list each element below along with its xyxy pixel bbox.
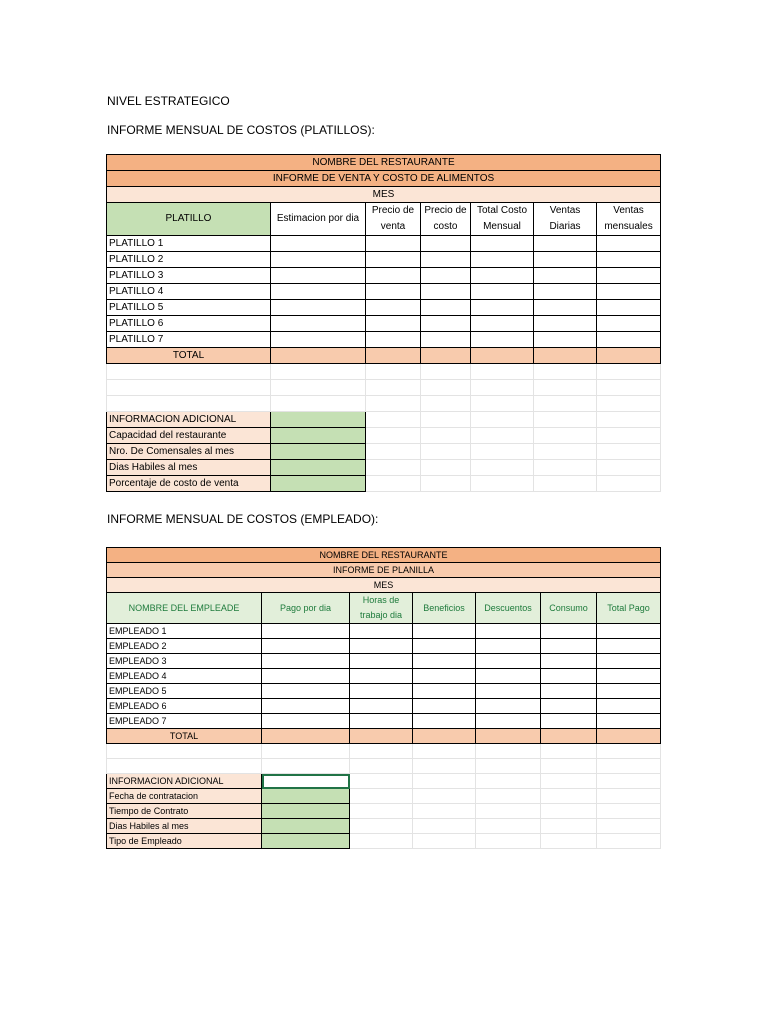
total-label[interactable]: TOTAL	[107, 729, 262, 744]
col-header-consumo[interactable]: Consumo	[541, 593, 597, 624]
row-label[interactable]: EMPLEADO 2	[107, 639, 262, 654]
table-row	[107, 624, 661, 639]
table-row	[107, 669, 661, 684]
section2-heading: INFORME MENSUAL DE COSTOS (EMPLEADO):	[107, 512, 379, 526]
col-header-horas[interactable]: Horas de trabajo dia	[350, 593, 413, 624]
col-header-total-costo[interactable]: Total Costo Mensual	[471, 203, 534, 236]
row-label[interactable]: EMPLEADO 5	[107, 684, 262, 699]
info-label[interactable]: Nro. De Comensales al mes	[107, 444, 271, 460]
empleado-table	[106, 547, 661, 849]
info-title[interactable]: INFORMACION ADICIONAL	[107, 412, 271, 428]
table-row	[107, 316, 661, 332]
info-value[interactable]	[262, 819, 350, 834]
info-value[interactable]	[271, 412, 366, 428]
row-label[interactable]: PLATILLO 3	[107, 268, 271, 284]
info-label[interactable]: Capacidad del restaurante	[107, 428, 271, 444]
month-cell[interactable]: MES	[107, 187, 661, 203]
total-label[interactable]: TOTAL	[107, 348, 271, 364]
restaurant-name-cell[interactable]: NOMBRE DEL RESTAURANTE	[107, 155, 661, 171]
row-label[interactable]: EMPLEADO 3	[107, 654, 262, 669]
report-title-cell[interactable]: INFORME DE VENTA Y COSTO DE ALIMENTOS	[107, 171, 661, 187]
page-title: NIVEL ESTRATEGICO	[107, 94, 230, 108]
info-label[interactable]: Tipo de Empleado	[107, 834, 262, 849]
row-label[interactable]: EMPLEADO 1	[107, 624, 262, 639]
table-row	[107, 714, 661, 729]
info-label[interactable]: Porcentaje de costo de venta	[107, 476, 271, 492]
platillos-table	[106, 154, 661, 492]
row-label[interactable]: EMPLEADO 6	[107, 699, 262, 714]
total-row	[107, 348, 661, 364]
row-label[interactable]: EMPLEADO 7	[107, 714, 262, 729]
table-row	[107, 252, 661, 268]
row-label[interactable]: PLATILLO 7	[107, 332, 271, 348]
table-row	[107, 300, 661, 316]
info-title[interactable]: INFORMACION ADICIONAL	[107, 774, 262, 789]
col-header-estimacion[interactable]: Estimacion por dia	[271, 203, 366, 236]
col-header-platillo[interactable]: PLATILLO	[107, 203, 271, 236]
col-header-precio-venta[interactable]: Precio de venta	[366, 203, 421, 236]
table-row	[107, 332, 661, 348]
info-label[interactable]: Dias Habiles al mes	[107, 819, 262, 834]
info-label[interactable]: Fecha de contratacion	[107, 789, 262, 804]
table-row	[107, 654, 661, 669]
info-label[interactable]: Tiempo de Contrato	[107, 804, 262, 819]
col-header-descuentos[interactable]: Descuentos	[476, 593, 541, 624]
col-header-total-pago[interactable]: Total Pago	[597, 593, 661, 624]
row-label[interactable]: PLATILLO 6	[107, 316, 271, 332]
table-row	[107, 284, 661, 300]
info-label[interactable]: Dias Habiles al mes	[107, 460, 271, 476]
col-header-precio-costo[interactable]: Precio de costo	[421, 203, 471, 236]
report-title-cell[interactable]: INFORME DE PLANILLA	[107, 563, 661, 578]
month-cell[interactable]: MES	[107, 578, 661, 593]
col-header-ventas-mensuales[interactable]: Ventas mensuales	[597, 203, 661, 236]
table-row	[107, 684, 661, 699]
section1-heading: INFORME MENSUAL DE COSTOS (PLATILLOS):	[107, 123, 375, 137]
col-header-ventas-diarias[interactable]: Ventas Diarias	[534, 203, 597, 236]
info-value[interactable]	[271, 460, 366, 476]
table-row	[107, 699, 661, 714]
row-label[interactable]: PLATILLO 2	[107, 252, 271, 268]
info-value[interactable]	[262, 834, 350, 849]
info-value[interactable]	[262, 789, 350, 804]
col-header-beneficios[interactable]: Beneficios	[413, 593, 476, 624]
table-row	[107, 639, 661, 654]
total-row	[107, 729, 661, 744]
info-value[interactable]	[271, 476, 366, 492]
row-label[interactable]: PLATILLO 4	[107, 284, 271, 300]
selected-cell[interactable]	[262, 774, 350, 789]
col-header-pago-dia[interactable]: Pago por dia	[262, 593, 350, 624]
row-label[interactable]: PLATILLO 1	[107, 236, 271, 252]
table-row	[107, 268, 661, 284]
restaurant-name-cell[interactable]: NOMBRE DEL RESTAURANTE	[107, 548, 661, 563]
col-header-empleado[interactable]: NOMBRE DEL EMPLEADE	[107, 593, 262, 624]
info-value[interactable]	[262, 804, 350, 819]
info-value[interactable]	[271, 428, 366, 444]
info-value[interactable]	[271, 444, 366, 460]
table-row	[107, 236, 661, 252]
row-label[interactable]: PLATILLO 5	[107, 300, 271, 316]
row-label[interactable]: EMPLEADO 4	[107, 669, 262, 684]
